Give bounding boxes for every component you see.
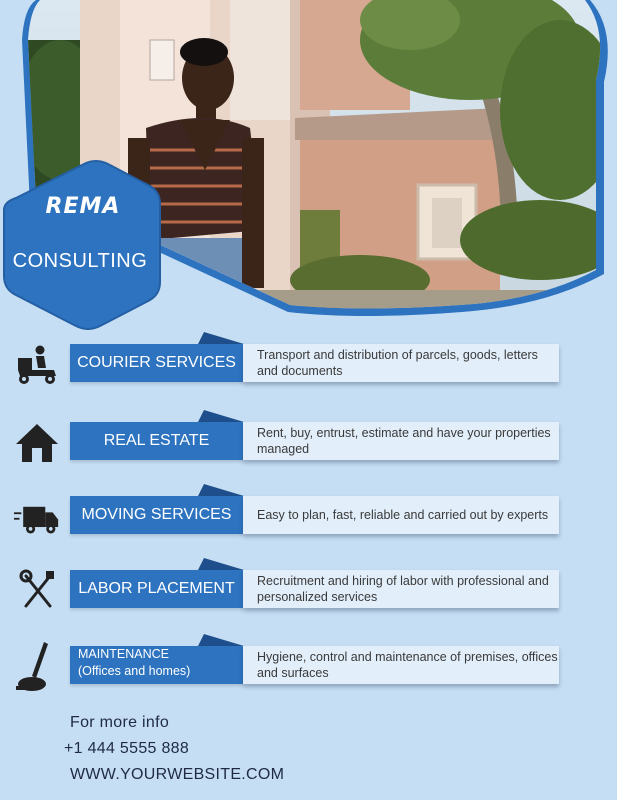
house-icon — [14, 420, 60, 464]
service-title-real-estate: REAL ESTATE — [70, 422, 243, 460]
service-row-labor — [0, 558, 617, 628]
maintenance-title: MAINTENANCE — [78, 647, 169, 661]
maintenance-subtitle: (Offices and homes) — [78, 664, 191, 678]
service-title-maintenance — [70, 646, 243, 684]
banner-flag-shape — [198, 332, 244, 344]
website-link[interactable]: WWW.YOURWEBSITE.COM — [70, 766, 285, 783]
banner-flag-shape — [198, 484, 244, 496]
banner-flag-shape — [198, 634, 244, 646]
info-label: For more info — [70, 714, 170, 731]
service-title-courier: COURIER SERVICES — [70, 344, 243, 382]
tools-icon — [14, 568, 60, 612]
service-row-courier — [0, 332, 617, 402]
banner-flag-shape — [198, 558, 244, 570]
service-title-labor: LABOR PLACEMENT — [70, 570, 243, 608]
courier-scooter-icon — [14, 342, 60, 386]
brand-tagline: CONSULTING — [12, 250, 148, 272]
service-description-labor: Recruitment and hiring of labor with professional and personalized services — [243, 570, 559, 608]
service-title-moving: MOVING SERVICES — [70, 496, 243, 534]
service-row-maintenance — [0, 634, 617, 704]
service-description-courier: Transport and distribution of parcels, goods, letters and documents — [243, 344, 559, 382]
phone-number: +1 444 5555 888 — [64, 740, 190, 757]
service-row-real-estate — [0, 410, 617, 480]
brand-logo: REMA — [45, 194, 121, 219]
service-description-real-estate: Rent, buy, entrust, estimate and have your properties managed — [243, 422, 559, 460]
service-description-maintenance: Hygiene, control and maintenance of premises, offices and surfaces — [243, 646, 559, 684]
truck-icon — [14, 494, 60, 538]
banner-flag-shape — [198, 410, 244, 422]
vacuum-cleaner-icon — [14, 640, 60, 692]
logo-badge — [0, 150, 170, 330]
service-description-moving: Easy to plan, fast, reliable and carried out by experts — [243, 496, 559, 534]
service-row-moving — [0, 484, 617, 554]
